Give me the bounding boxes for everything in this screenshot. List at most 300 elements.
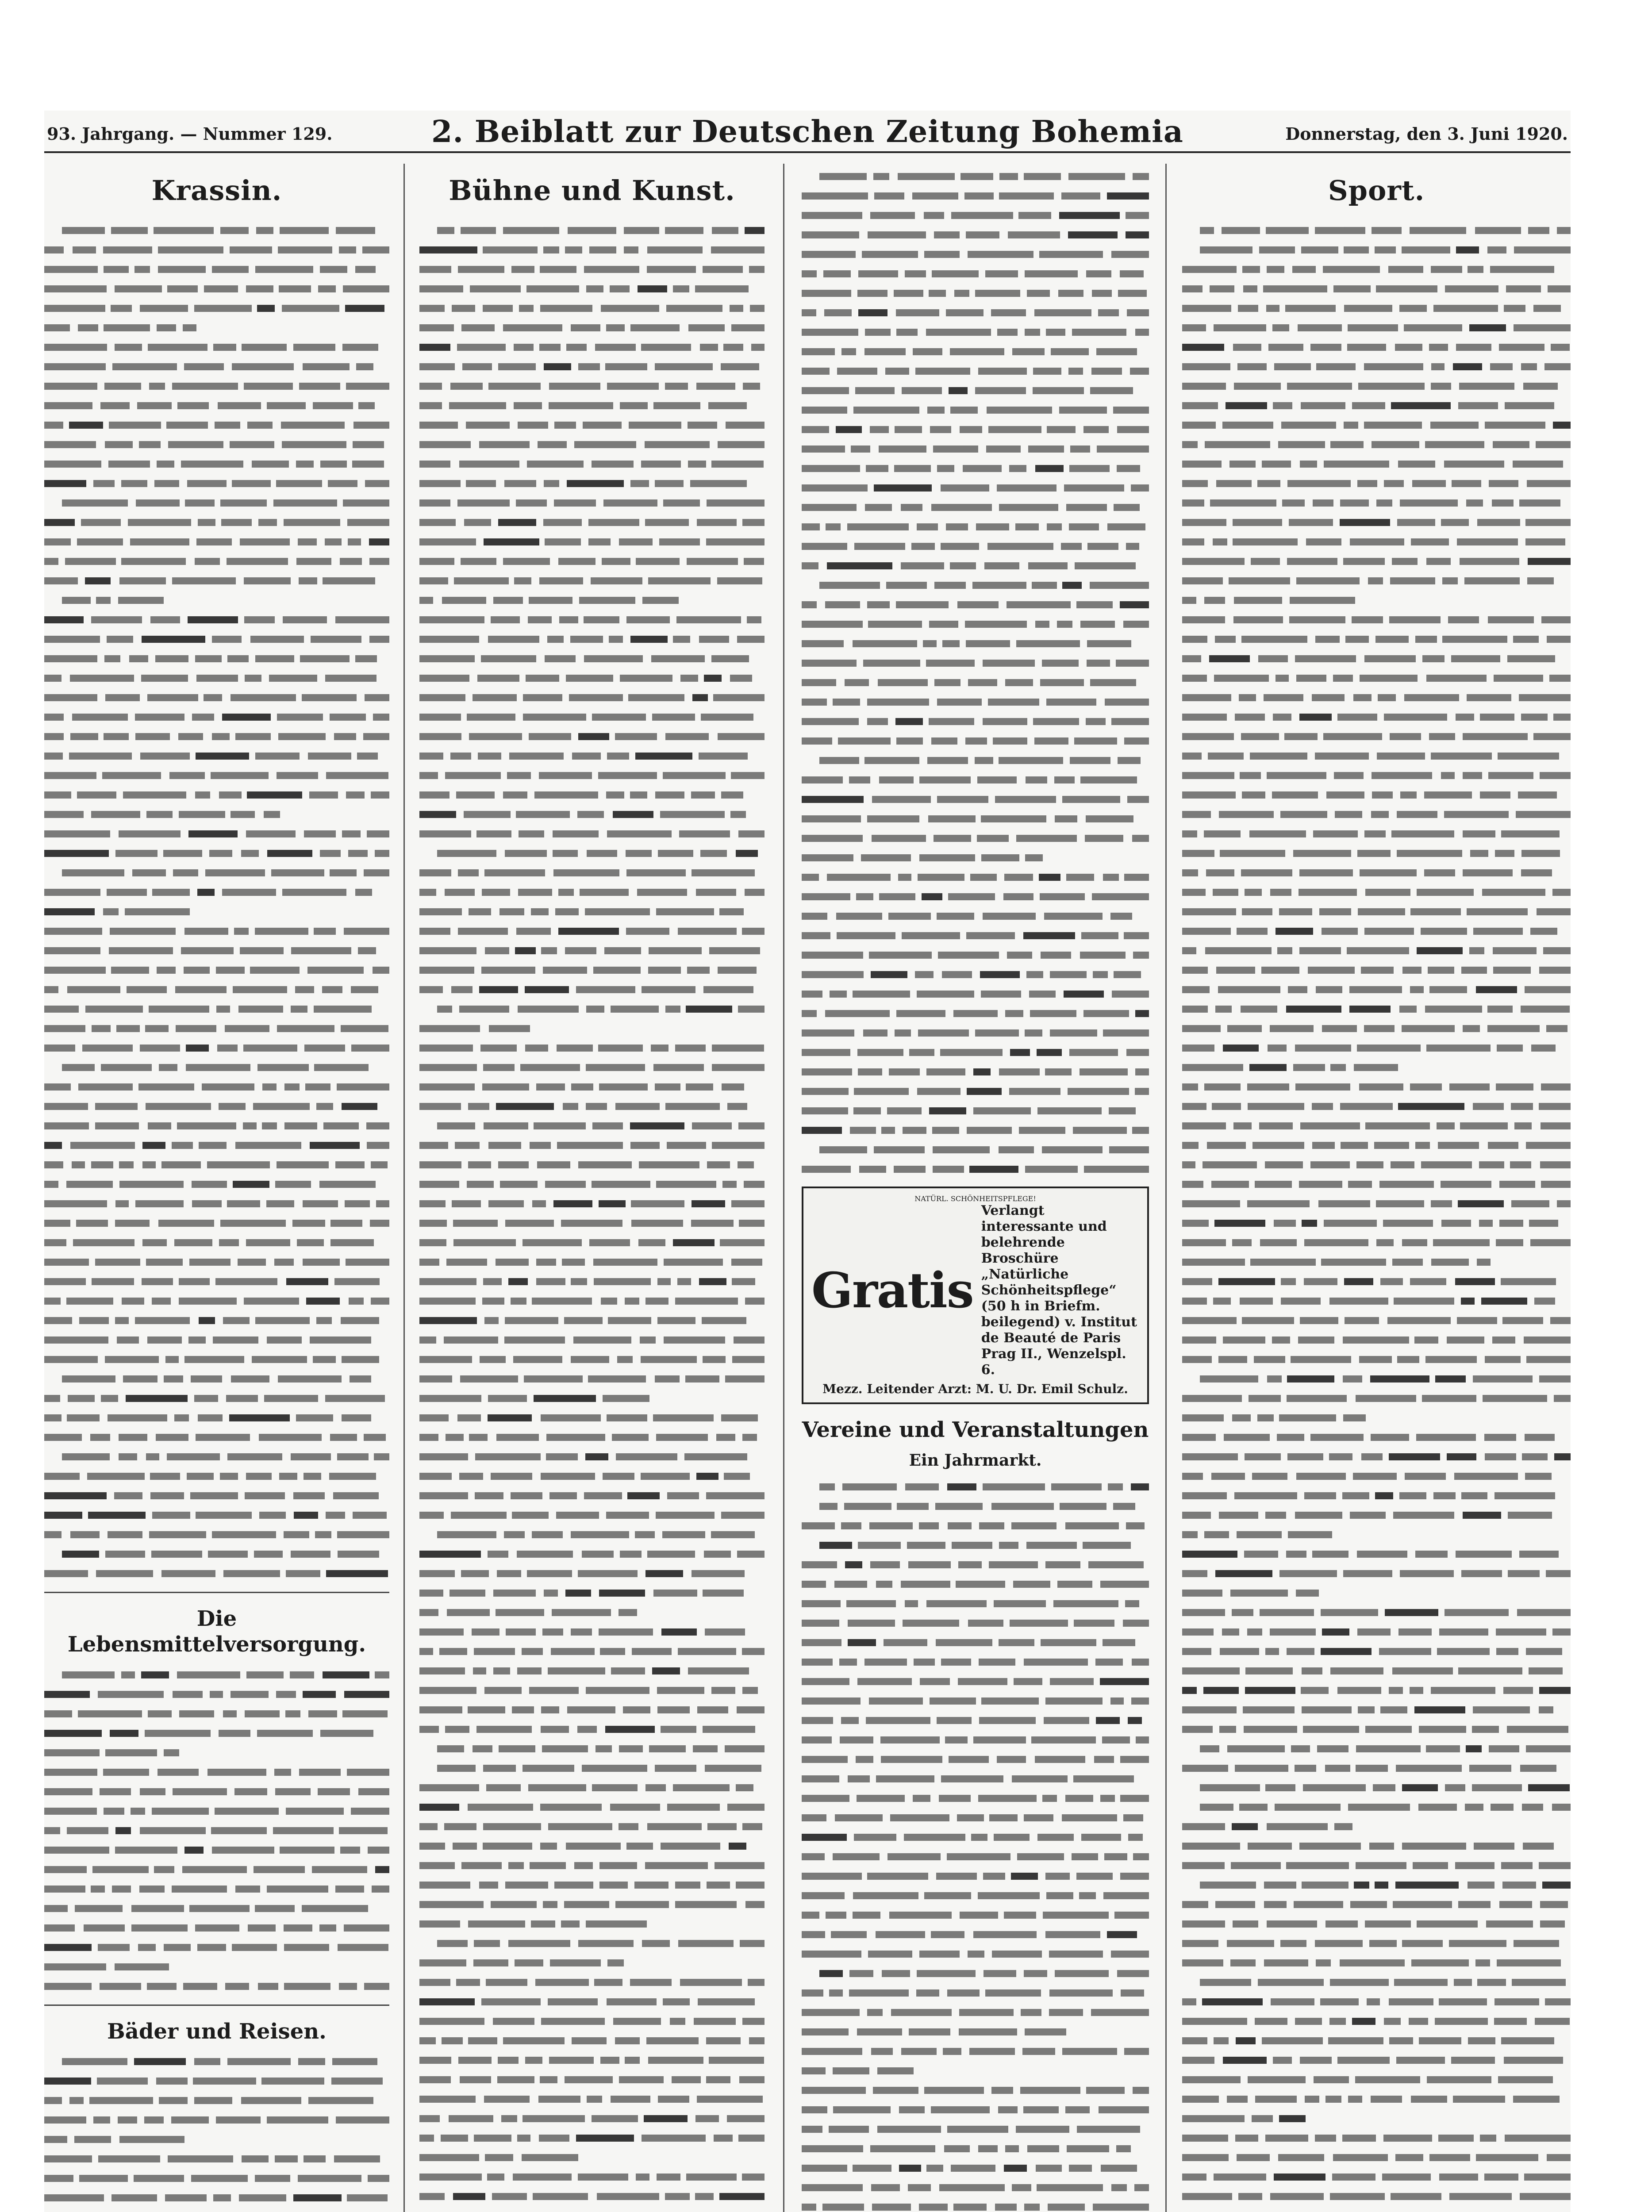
text-line (44, 454, 389, 473)
text-line (419, 259, 765, 279)
text-line (802, 750, 1149, 770)
text-line (419, 2206, 765, 2212)
text-line (419, 1602, 765, 1622)
text-line (44, 298, 389, 318)
text-line (1182, 902, 1571, 921)
text-line (1182, 2186, 1571, 2206)
text-line (44, 921, 389, 941)
text-line (44, 1291, 389, 1310)
text-line (1182, 649, 1571, 668)
text-line (419, 2147, 765, 2167)
text-line (802, 614, 1149, 634)
text-line (1182, 1038, 1571, 1057)
text-line (1182, 726, 1571, 746)
text-line (802, 322, 1149, 342)
text-line (419, 979, 765, 999)
text-line (44, 1486, 389, 1505)
text-line (802, 887, 1149, 906)
text-line (419, 1466, 765, 1486)
text-line (802, 517, 1149, 536)
article-heading-krassin: Krassin. (151, 174, 282, 207)
text-line (802, 1496, 1149, 1516)
issue-number: 93. Jahrgang. — Nummer 129. (47, 124, 333, 144)
column-1 (44, 164, 389, 2212)
text-line (419, 687, 765, 707)
text-line (1182, 493, 1571, 512)
text-line (44, 1782, 389, 1801)
article-body (44, 1665, 389, 1996)
text-line (802, 2158, 1149, 2177)
text-line (44, 1918, 389, 1937)
text-line (44, 1840, 389, 1859)
text-line (419, 240, 765, 259)
text-line (802, 2061, 1149, 2080)
text-line (419, 1953, 765, 1972)
text-line (802, 1944, 1149, 1963)
text-line (419, 902, 765, 921)
text-line (802, 1827, 1149, 1847)
text-line (419, 1914, 765, 1933)
text-line (1182, 1505, 1571, 1525)
text-line (802, 906, 1149, 926)
text-line (419, 2167, 765, 2186)
text-line (44, 1684, 389, 1704)
text-line (419, 1155, 765, 1174)
text-line (419, 1271, 765, 1291)
text-line (419, 1447, 765, 1466)
text-line (1182, 1174, 1571, 1194)
text-line (1182, 610, 1571, 629)
newspaper-page (44, 111, 1571, 2212)
text-line (419, 1310, 765, 1330)
text-line (802, 1023, 1149, 1042)
masthead (44, 111, 1571, 153)
text-line (419, 532, 765, 551)
text-line (44, 1743, 389, 1762)
text-line (1182, 1447, 1571, 1466)
text-line (419, 863, 765, 882)
text-line (419, 1252, 765, 1271)
text-line (419, 2128, 765, 2147)
text-line (1182, 512, 1571, 532)
text-line (44, 1879, 389, 1898)
text-line (1182, 1972, 1571, 1992)
text-line (1182, 1622, 1571, 1641)
text-line (1182, 337, 1571, 357)
text-line (44, 590, 389, 610)
column-2 (419, 164, 765, 2212)
text-line (44, 1038, 389, 1057)
text-line (1182, 240, 1571, 259)
text-line (44, 571, 389, 590)
text-line (419, 1972, 765, 1992)
text-line (802, 1710, 1149, 1730)
text-line (44, 220, 389, 240)
text-line (802, 1535, 1149, 1555)
text-line (44, 318, 389, 337)
text-line (1182, 2050, 1571, 2070)
text-line (1182, 824, 1571, 843)
text-line (44, 960, 389, 979)
article-heading-lebensmittel: Die Lebensmittelversorgung. (67, 1606, 366, 1657)
text-line (419, 1330, 765, 1349)
text-line (44, 337, 389, 357)
text-line (1182, 1408, 1571, 1427)
text-line (1182, 1135, 1571, 1155)
text-line (1182, 1563, 1571, 1583)
text-line (1182, 1388, 1571, 1408)
text-line (802, 225, 1149, 244)
text-line (44, 1937, 389, 1957)
text-line (419, 668, 765, 687)
text-line (1182, 571, 1571, 590)
text-line (1182, 921, 1571, 941)
text-line (802, 1003, 1149, 1023)
text-line (419, 746, 765, 765)
text-line (1182, 941, 1571, 960)
text-line (419, 1233, 765, 1252)
text-line (44, 1135, 389, 1155)
text-line (1182, 220, 1571, 240)
text-line (1182, 2206, 1571, 2212)
text-line (1182, 979, 1571, 999)
text-line (1182, 843, 1571, 863)
text-line (44, 1213, 389, 1233)
text-line (1182, 1077, 1571, 1096)
text-line (1182, 1252, 1571, 1271)
text-line (419, 1486, 765, 1505)
text-line (44, 2149, 389, 2168)
text-line (802, 595, 1149, 614)
text-line (44, 240, 389, 259)
text-line (419, 2070, 765, 2089)
text-line (1182, 1700, 1571, 1719)
text-line (802, 205, 1149, 225)
text-line (1182, 1018, 1571, 1038)
text-line (802, 1062, 1149, 1081)
text-line (419, 1349, 765, 1369)
text-line (419, 1525, 765, 1544)
text-line (802, 926, 1149, 945)
text-line (1182, 1719, 1571, 1739)
text-line (44, 376, 389, 396)
text-line (419, 882, 765, 902)
text-line (419, 1641, 765, 1661)
text-line (1182, 1933, 1571, 1953)
text-line (1182, 532, 1571, 551)
text-line (44, 2051, 389, 2071)
text-line (802, 380, 1149, 400)
text-line (44, 1174, 389, 1194)
text-line (1182, 1739, 1571, 1758)
text-line (419, 1427, 765, 1447)
text-line (1182, 357, 1571, 376)
text-line (1182, 1233, 1571, 1252)
text-line (802, 458, 1149, 478)
text-line (44, 863, 389, 882)
text-line (802, 1691, 1149, 1710)
text-line (419, 415, 765, 434)
text-line (44, 1252, 389, 1271)
text-line (1182, 259, 1571, 279)
text-line (1182, 882, 1571, 902)
divider (44, 2005, 389, 2006)
text-line (1182, 999, 1571, 1018)
text-line (1182, 1602, 1571, 1622)
text-line (802, 1042, 1149, 1062)
text-line (44, 551, 389, 571)
text-line (419, 629, 765, 649)
text-line (1182, 1544, 1571, 1563)
text-line (419, 1758, 765, 1778)
text-line (802, 945, 1149, 964)
text-line (419, 1797, 765, 1816)
text-line (1182, 1992, 1571, 2011)
text-line (419, 785, 765, 804)
ad-gratis-word: Gratis (811, 1262, 973, 1319)
text-line (419, 1291, 765, 1310)
text-line (802, 809, 1149, 828)
column-3 (802, 164, 1149, 2212)
text-line (1182, 2167, 1571, 2186)
text-line (419, 1194, 765, 1213)
text-line (1182, 1291, 1571, 1310)
text-line (802, 1866, 1149, 1886)
text-line (44, 2071, 389, 2090)
text-line (419, 610, 765, 629)
text-line (44, 610, 389, 629)
text-line (419, 2108, 765, 2128)
text-line (419, 376, 765, 396)
text-line (1182, 960, 1571, 979)
text-line (802, 1769, 1149, 1788)
text-line (802, 653, 1149, 672)
text-line (419, 1719, 765, 1739)
text-line (419, 1077, 765, 1096)
text-line (44, 746, 389, 765)
text-line (44, 1349, 389, 1369)
text-line (1182, 1641, 1571, 1661)
text-line (419, 824, 765, 843)
text-line (419, 726, 765, 746)
text-line (419, 1739, 765, 1758)
text-line (44, 1388, 389, 1408)
text-line (1182, 2070, 1571, 2089)
text-line (419, 454, 765, 473)
text-line (44, 629, 389, 649)
text-line (802, 2177, 1149, 2197)
text-line (1182, 629, 1571, 649)
text-line (419, 707, 765, 726)
text-line (1182, 1271, 1571, 1291)
text-line (44, 785, 389, 804)
text-line (802, 711, 1149, 731)
text-line (419, 1836, 765, 1855)
text-line (802, 2119, 1149, 2139)
text-line (1182, 1894, 1571, 1914)
text-line (1182, 1466, 1571, 1486)
text-line (419, 999, 765, 1018)
text-line (1182, 590, 1571, 610)
text-line (44, 2207, 389, 2212)
text-line (802, 984, 1149, 1003)
advertisement-gratis (802, 1187, 1149, 1404)
text-line (802, 186, 1149, 205)
text-line (802, 1652, 1149, 1671)
text-line (802, 672, 1149, 692)
text-line (802, 264, 1149, 283)
text-line (44, 2090, 389, 2110)
text-line (44, 1310, 389, 1330)
text-line (44, 1233, 389, 1252)
text-line (419, 2089, 765, 2108)
text-line (802, 1159, 1149, 1179)
text-line (419, 493, 765, 512)
text-line (44, 357, 389, 376)
text-line (44, 979, 389, 999)
text-line (802, 244, 1149, 264)
text-line (44, 1976, 389, 1996)
text-line (419, 1680, 765, 1700)
text-line (44, 668, 389, 687)
text-line (44, 512, 389, 532)
text-line (1182, 1369, 1571, 1388)
text-line (1182, 2011, 1571, 2031)
text-line (44, 532, 389, 551)
text-line (802, 2002, 1149, 2022)
section-heading-buehne: Bühne und Kunst. (449, 174, 735, 207)
text-line (44, 1271, 389, 1291)
text-line (1182, 1583, 1571, 1602)
text-line (1182, 2128, 1571, 2147)
text-line (44, 1116, 389, 1135)
text-line (1182, 668, 1571, 687)
ad-headline: NATÜRL. SCHÖNHEITSPFLEGE! (914, 1194, 1036, 1203)
text-line (802, 1886, 1149, 1905)
text-line (802, 1594, 1149, 1613)
text-line (44, 1898, 389, 1918)
text-line (1182, 1758, 1571, 1778)
text-line (44, 2110, 389, 2129)
text-line (802, 439, 1149, 458)
text-line (802, 1140, 1149, 1159)
text-line (802, 1924, 1149, 1944)
text-line (419, 1816, 765, 1836)
text-line (419, 765, 765, 785)
text-line (44, 941, 389, 960)
text-line (419, 1038, 765, 1057)
article-body (802, 166, 1149, 1179)
text-line (419, 1778, 765, 1797)
text-line (419, 1388, 765, 1408)
text-line (419, 1135, 765, 1155)
text-line (802, 1730, 1149, 1749)
text-line (1182, 318, 1571, 337)
text-line (802, 1671, 1149, 1691)
text-line (419, 649, 765, 668)
text-line (44, 1957, 389, 1976)
text-line (419, 2186, 765, 2206)
article-body (44, 2051, 389, 2212)
text-line (419, 1933, 765, 1953)
text-line (802, 1555, 1149, 1574)
column-rule (1165, 164, 1167, 2212)
text-line (44, 434, 389, 454)
text-line (802, 342, 1149, 361)
text-line (1182, 1057, 1571, 1077)
text-line (44, 1330, 389, 1349)
text-line (802, 634, 1149, 653)
text-line (419, 1213, 765, 1233)
text-line (802, 166, 1149, 186)
text-line (44, 1505, 389, 1525)
text-line (44, 902, 389, 921)
text-line (419, 2031, 765, 2050)
column-4 (1182, 164, 1571, 2212)
text-line (1182, 765, 1571, 785)
text-line (419, 434, 765, 454)
text-line (419, 2050, 765, 2070)
text-line (44, 1563, 389, 1583)
text-line (44, 804, 389, 824)
text-line (1182, 1349, 1571, 1369)
text-line (419, 279, 765, 298)
text-line (44, 824, 389, 843)
text-line (802, 497, 1149, 517)
text-line (44, 1408, 389, 1427)
text-line (44, 1801, 389, 1820)
text-line (419, 220, 765, 240)
text-line (1182, 396, 1571, 415)
text-line (802, 303, 1149, 322)
text-line (802, 478, 1149, 497)
article-body (802, 1477, 1149, 2212)
text-line (1182, 1096, 1571, 1116)
text-line (802, 848, 1149, 867)
text-line (44, 2129, 389, 2149)
text-line (419, 512, 765, 532)
text-line (44, 493, 389, 512)
text-line (802, 283, 1149, 303)
text-line (802, 1081, 1149, 1101)
text-line (1182, 1310, 1571, 1330)
text-line (802, 1963, 1149, 1983)
text-line (802, 2022, 1149, 2041)
ad-footer: Mezz. Leitender Arzt: M. U. Dr. Emil Schulz. (822, 1382, 1128, 1396)
text-line (802, 1101, 1149, 1120)
text-line (44, 1525, 389, 1544)
text-line (1182, 454, 1571, 473)
text-line (802, 361, 1149, 380)
article-body (1182, 220, 1571, 2212)
divider (44, 1592, 389, 1593)
text-line (419, 298, 765, 318)
text-line (44, 415, 389, 434)
text-line (1182, 298, 1571, 318)
text-line (419, 357, 765, 376)
newspaper-title: 2. Beiblatt zur Deutschen Zeitung Bohemia (431, 114, 1183, 150)
text-line (44, 1820, 389, 1840)
text-line (44, 1369, 389, 1388)
text-line (1182, 746, 1571, 765)
text-line (44, 1194, 389, 1213)
section-heading-sport: Sport. (1328, 174, 1425, 207)
text-line (1182, 279, 1571, 298)
text-line (419, 1174, 765, 1194)
text-line (419, 473, 765, 493)
text-line (419, 1057, 765, 1077)
text-line (419, 1408, 765, 1427)
